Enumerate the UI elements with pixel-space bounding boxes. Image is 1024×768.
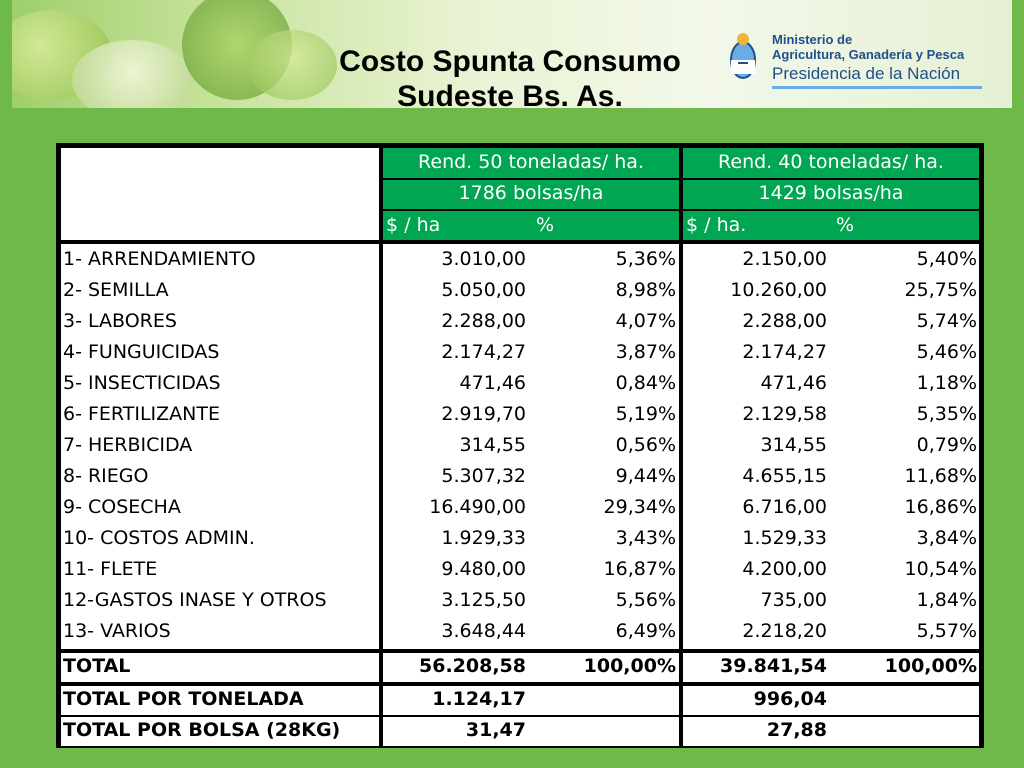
total-label: TOTAL bbox=[63, 655, 131, 677]
table-row bbox=[56, 308, 984, 339]
row-pct-1: 8,98% bbox=[615, 279, 676, 301]
group2-sub: 1429 bolsas/ha bbox=[758, 182, 904, 204]
group2-label: Rend. 40 toneladas/ ha. bbox=[718, 151, 944, 173]
table-row bbox=[56, 494, 984, 525]
group1-label: Rend. 50 toneladas/ ha. bbox=[418, 151, 644, 173]
table-row bbox=[56, 556, 984, 587]
row-pct-1: 0,84% bbox=[615, 372, 676, 394]
table-row bbox=[56, 401, 984, 432]
row-value-1: 2.919,70 bbox=[441, 403, 526, 425]
cost-table bbox=[56, 143, 984, 748]
row-value-1: 2.288,00 bbox=[441, 310, 526, 332]
total-bolsa-value-2: 27,88 bbox=[766, 719, 827, 741]
row-item: 8- RIEGO bbox=[63, 465, 149, 487]
table-row bbox=[56, 463, 984, 494]
row-value-2: 2.288,00 bbox=[742, 310, 827, 332]
total-bolsa-label: TOTAL POR BOLSA (28KG) bbox=[63, 719, 341, 741]
row-item: 12-GASTOS INASE Y OTROS bbox=[63, 589, 327, 611]
row-item: 9- COSECHA bbox=[63, 496, 181, 518]
table-row bbox=[56, 432, 984, 463]
row-value-2: 2.150,00 bbox=[742, 248, 827, 270]
row-pct-2: 5,40% bbox=[916, 248, 977, 270]
total-tonelada-label: TOTAL POR TONELADA bbox=[63, 688, 304, 710]
group1-unit: $ / ha bbox=[386, 214, 441, 236]
row-pct-2: 25,75% bbox=[904, 279, 977, 301]
logo-line-ministerio: Ministerio de bbox=[772, 32, 853, 47]
row-pct-2: 0,79% bbox=[916, 434, 977, 456]
title-line-1: Costo Spunta Consumo bbox=[339, 45, 681, 78]
row-value-2: 6.716,00 bbox=[742, 496, 827, 518]
row-pct-1: 3,43% bbox=[615, 527, 676, 549]
row-value-2: 2.218,20 bbox=[742, 620, 827, 642]
row-pct-2: 5,57% bbox=[916, 620, 977, 642]
table-row bbox=[56, 246, 984, 277]
logo-line-presidencia: Presidencia de la Nación bbox=[772, 64, 961, 83]
total-bolsa-value-1: 31,47 bbox=[465, 719, 526, 741]
row-pct-2: 5,46% bbox=[916, 341, 977, 363]
row-value-2: 2.174,27 bbox=[742, 341, 827, 363]
table-row bbox=[56, 277, 984, 308]
row-value-2: 4.655,15 bbox=[742, 465, 827, 487]
row-pct-1: 5,56% bbox=[615, 589, 676, 611]
vegetable-decoration bbox=[72, 40, 192, 108]
table-row bbox=[56, 525, 984, 556]
logo-underline bbox=[772, 86, 982, 89]
row-pct-1: 29,34% bbox=[603, 496, 676, 518]
header-empty-cell bbox=[61, 148, 379, 240]
row-pct-2: 10,54% bbox=[904, 558, 977, 580]
row-pct-2: 11,68% bbox=[904, 465, 977, 487]
row-value-1: 5.050,00 bbox=[441, 279, 526, 301]
total-tonelada-value-1: 1.124,17 bbox=[432, 688, 526, 710]
row-item: 6- FERTILIZANTE bbox=[63, 403, 220, 425]
row-value-2: 314,55 bbox=[760, 434, 827, 456]
row-item: 2- SEMILLA bbox=[63, 279, 169, 301]
row-value-2: 471,46 bbox=[760, 372, 827, 394]
row-pct-1: 6,49% bbox=[615, 620, 676, 642]
row-item: 5- INSECTICIDAS bbox=[63, 372, 221, 394]
row-value-2: 1.529,33 bbox=[742, 527, 827, 549]
row-value-2: 735,00 bbox=[760, 589, 827, 611]
row-item: 11- FLETE bbox=[63, 558, 158, 580]
table-row bbox=[56, 587, 984, 618]
total-value-2: 39.841,54 bbox=[720, 655, 827, 677]
table-row bbox=[56, 618, 984, 649]
row-pct-1: 4,07% bbox=[615, 310, 676, 332]
group1-sub: 1786 bolsas/ha bbox=[458, 182, 604, 204]
row-pct-1: 9,44% bbox=[615, 465, 676, 487]
row-pct-2: 5,74% bbox=[916, 310, 977, 332]
row-item: 7- HERBICIDA bbox=[63, 434, 193, 456]
row-item: 1- ARRENDAMIENTO bbox=[63, 248, 256, 270]
page-title bbox=[250, 44, 770, 114]
total-value-1: 56.208,58 bbox=[419, 655, 526, 677]
row-value-1: 471,46 bbox=[459, 372, 526, 394]
row-pct-2: 5,35% bbox=[916, 403, 977, 425]
row-pct-1: 5,19% bbox=[615, 403, 676, 425]
row-pct-1: 3,87% bbox=[615, 341, 676, 363]
row-value-1: 3.010,00 bbox=[441, 248, 526, 270]
row-item: 10- COSTOS ADMIN. bbox=[63, 527, 255, 549]
row-pct-2: 3,84% bbox=[916, 527, 977, 549]
row-value-2: 4.200,00 bbox=[742, 558, 827, 580]
row-pct-2: 1,18% bbox=[916, 372, 977, 394]
row-value-2: 10.260,00 bbox=[730, 279, 827, 301]
row-item: 4- FUNGUICIDAS bbox=[63, 341, 220, 363]
row-pct-1: 0,56% bbox=[615, 434, 676, 456]
row-value-1: 3.648,44 bbox=[441, 620, 526, 642]
group2-pct: % bbox=[836, 214, 855, 236]
group2-unit: $ / ha. bbox=[686, 214, 747, 236]
row-value-1: 314,55 bbox=[459, 434, 526, 456]
total-pct-1: 100,00% bbox=[583, 655, 676, 677]
row-value-1: 3.125,50 bbox=[441, 589, 526, 611]
row-value-1: 2.174,27 bbox=[441, 341, 526, 363]
table-row bbox=[56, 370, 984, 401]
total-tonelada-value-2: 996,04 bbox=[753, 688, 827, 710]
title-line-2: Sudeste Bs. As. bbox=[397, 80, 623, 113]
row-value-2: 2.129,58 bbox=[742, 403, 827, 425]
row-value-1: 1.929,33 bbox=[441, 527, 526, 549]
total-pct-2: 100,00% bbox=[884, 655, 977, 677]
row-value-1: 5.307,32 bbox=[441, 465, 526, 487]
table-row bbox=[56, 339, 984, 370]
row-pct-1: 5,36% bbox=[615, 248, 676, 270]
row-pct-1: 16,87% bbox=[603, 558, 676, 580]
row-pct-2: 1,84% bbox=[916, 589, 977, 611]
row-item: 3- LABORES bbox=[63, 310, 177, 332]
group1-pct: % bbox=[536, 214, 555, 236]
row-value-1: 9.480,00 bbox=[441, 558, 526, 580]
logo-line-ministry-name: Agricultura, Ganadería y Pesca bbox=[772, 47, 965, 62]
row-pct-2: 16,86% bbox=[904, 496, 977, 518]
row-item: 13- VARIOS bbox=[63, 620, 171, 642]
row-value-1: 16.490,00 bbox=[429, 496, 526, 518]
